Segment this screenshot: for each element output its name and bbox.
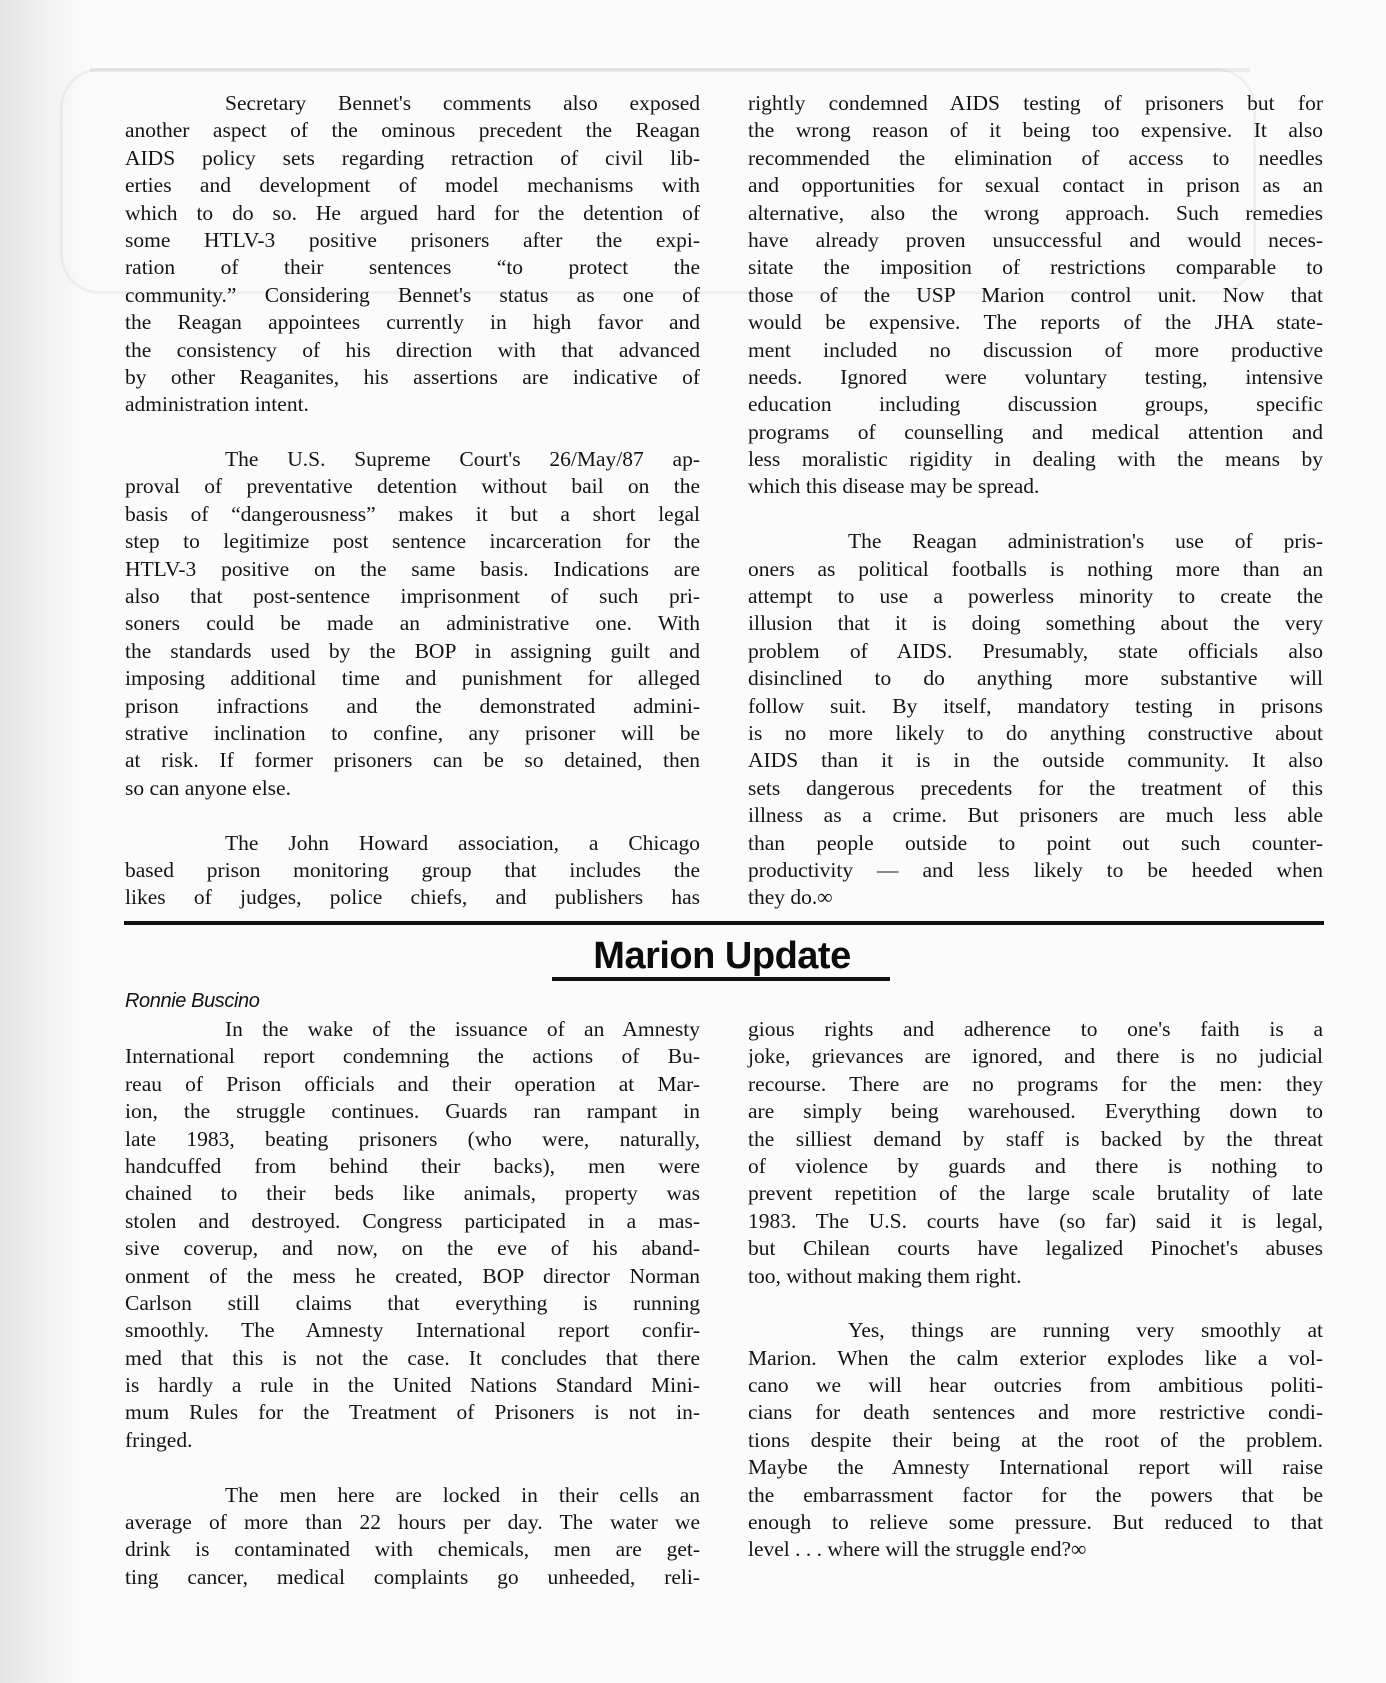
- text-line: Secretary Bennet's comments also exposed: [225, 91, 700, 115]
- top-article-right-column: [748, 90, 1323, 912]
- paragraph-gap: [125, 802, 700, 829]
- text-line: but Chilean courts have legalized Pinochet's abuses: [748, 1236, 1323, 1261]
- text-line: rightly condemned AIDS testing of prisoners but for: [748, 91, 1323, 115]
- text-line: handcuffed from behind their backs), men were: [125, 1153, 700, 1178]
- text-line: another aspect of the ominous precedent the Reagan: [125, 118, 700, 143]
- text-line: HTLV-3 positive on the same basis. Indications are: [125, 556, 700, 581]
- text-line: basis of “dangerousness” makes it but a short legal: [125, 501, 700, 526]
- text-line: are simply being warehoused. Everything down to: [748, 1099, 1323, 1124]
- text-line: illusion that it is doing something about the very: [748, 611, 1323, 636]
- show-through-rule: [90, 68, 1250, 72]
- text-line: med that this is not the case. It concludes that there: [125, 1345, 700, 1370]
- text-line: the silliest demand by staff is backed by the threat: [748, 1126, 1323, 1151]
- paragraph-gap: [125, 1454, 700, 1481]
- text-line: chained to their beds like animals, property was: [125, 1181, 700, 1206]
- text-line: the Reagan appointees currently in high favor and: [125, 310, 700, 335]
- text-line: cano we will hear outcries from ambitious politi-: [748, 1373, 1323, 1398]
- text-line: The Reagan administration's use of pris-: [848, 529, 1323, 554]
- text-line: tions despite their being at the root of the problem.: [748, 1427, 1323, 1452]
- text-line: late 1983, beating prisoners (who were, naturally,: [125, 1126, 700, 1151]
- text-line: level . . . where will the struggle end?∞: [748, 1537, 1087, 1562]
- text-line: AIDS than it is in the outside community. It also: [748, 748, 1323, 773]
- text-line: also that post-sentence imprisonment of such pri-: [125, 584, 700, 609]
- text-line: too, without making them right.: [748, 1263, 1022, 1288]
- text-line: The John Howard association, a Chicago: [225, 830, 700, 855]
- text-line: erties and development of model mechanisms with: [125, 173, 700, 198]
- text-line: is no more likely to do anything constructive about: [748, 720, 1323, 745]
- text-line: based prison monitoring group that includes the: [125, 857, 700, 882]
- text-line: needs. Ignored were voluntary testing, intensive: [748, 364, 1323, 389]
- text-line: the standards used by the BOP in assigning guilt and: [125, 638, 700, 663]
- text-line: smoothly. The Amnesty International report confir-: [125, 1318, 700, 1343]
- text-line: prevent repetition of the large scale brutality of late: [748, 1181, 1323, 1206]
- text-line: The U.S. Supreme Court's 26/May/87 ap-: [225, 447, 700, 472]
- paragraph-gap: [125, 419, 700, 446]
- text-line: mum Rules for the Treatment of Prisoners is not in-: [125, 1400, 700, 1425]
- text-line: Maybe the Amnesty International report will raise: [748, 1455, 1323, 1480]
- text-line: ting cancer, medical complaints go unheeded, reli-: [125, 1564, 700, 1589]
- paragraph-gap: [748, 501, 1323, 528]
- text-line: ment included no discussion of more productive: [748, 337, 1323, 362]
- text-line: sets dangerous precedents for the treatment of this: [748, 775, 1323, 800]
- article-headline: Marion Update: [593, 935, 851, 977]
- text-line: which this disease may be spread.: [748, 474, 1040, 499]
- text-line: likes of judges, police chiefs, and publishers has: [125, 885, 700, 910]
- text-line: enough to relieve some pressure. But reduced to that: [748, 1510, 1323, 1535]
- section-divider-rule: [124, 921, 1324, 925]
- text-line: some HTLV-3 positive prisoners after the expi-: [125, 227, 700, 252]
- text-line: cians for death sentences and more restrictive condi-: [748, 1400, 1323, 1425]
- text-line: the consistency of his direction with that advanced: [125, 337, 700, 362]
- text-line: gious rights and adherence to one's faith is a: [748, 1017, 1323, 1041]
- text-line: recourse. There are no programs for the men: they: [748, 1071, 1323, 1096]
- text-line: In the wake of the issuance of an Amnesty: [225, 1017, 700, 1041]
- text-line: Marion. When the calm exterior explodes like a vol-: [748, 1345, 1323, 1370]
- text-line: those of the USP Marion control unit. Now that: [748, 282, 1323, 307]
- text-line: drink is contaminated with chemicals, men are get-: [125, 1537, 700, 1562]
- text-line: AIDS policy sets regarding retraction of civil lib-: [125, 145, 700, 170]
- paragraph-gap: [748, 1290, 1323, 1317]
- text-line: administration intent.: [125, 392, 309, 417]
- text-line: attempt to use a powerless minority to create the: [748, 584, 1323, 609]
- text-line: illness as a crime. But prisoners are much less able: [748, 803, 1323, 828]
- text-line: so can anyone else.: [125, 775, 291, 800]
- text-line: stolen and destroyed. Congress participated in a mas-: [125, 1208, 700, 1233]
- text-line: alternative, also the wrong approach. Such remedies: [748, 200, 1323, 225]
- text-line: sitate the imposition of restrictions comparable to: [748, 255, 1323, 280]
- text-line: would be expensive. The reports of the JHA state-: [748, 310, 1323, 335]
- text-line: less moralistic rigidity in dealing with the means by: [748, 447, 1323, 472]
- text-line: community.” Considering Bennet's status as one of: [125, 282, 700, 307]
- marion-article-right-column: [748, 1016, 1323, 1564]
- article-byline: Ronnie Buscino: [125, 990, 260, 1012]
- headline-underline: [552, 977, 890, 981]
- text-line: The men here are locked in their cells an: [225, 1482, 700, 1507]
- text-line: problem of AIDS. Presumably, state officials also: [748, 638, 1323, 663]
- text-line: average of more than 22 hours per day. The water we: [125, 1510, 700, 1535]
- text-line: recommended the elimination of access to needles: [748, 145, 1323, 170]
- text-line: follow suit. By itself, mandatory testing in prisons: [748, 693, 1323, 718]
- text-line: they do.∞: [748, 885, 833, 910]
- text-line: sive coverup, and now, on the eve of his aband-: [125, 1236, 700, 1261]
- text-line: International report condemning the actions of Bu-: [125, 1044, 700, 1069]
- text-line: fringed.: [125, 1427, 193, 1452]
- text-line: which to do so. He argued hard for the detention of: [125, 200, 700, 225]
- text-line: and opportunities for sexual contact in prison as an: [748, 173, 1323, 198]
- text-line: prison infractions and the demonstrated admini-: [125, 693, 700, 718]
- text-line: programs of counselling and medical attention and: [748, 419, 1323, 444]
- text-line: soners could be made an administrative one. With: [125, 611, 700, 636]
- text-line: the wrong reason of it being too expensive. It also: [748, 118, 1323, 143]
- marion-article-left-column: [125, 1016, 700, 1591]
- top-article-left-column: [125, 90, 700, 912]
- text-line: onment of the mess he created, BOP director Norman: [125, 1263, 700, 1288]
- text-line: is hardly a rule in the United Nations Standard Mini-: [125, 1373, 700, 1398]
- text-line: than people outside to point out such counter-: [748, 830, 1323, 855]
- text-line: reau of Prison officials and their operation at Mar-: [125, 1071, 700, 1096]
- text-line: Yes, things are running very smoothly at: [848, 1318, 1323, 1343]
- text-line: of violence by guards and there is nothing to: [748, 1153, 1323, 1178]
- text-line: by other Reaganites, his assertions are indicative of: [125, 364, 700, 389]
- text-line: the embarrassment factor for the powers that be: [748, 1482, 1323, 1507]
- text-line: oners as political footballs is nothing more than an: [748, 556, 1323, 581]
- text-line: ion, the struggle continues. Guards ran rampant in: [125, 1099, 700, 1124]
- text-line: strative inclination to confine, any prisoner will be: [125, 720, 700, 745]
- text-line: have already proven unsuccessful and would neces-: [748, 227, 1323, 252]
- text-line: education including discussion groups, specific: [748, 392, 1323, 417]
- text-line: step to legitimize post sentence incarceration for the: [125, 529, 700, 554]
- text-line: joke, grievances are ignored, and there is no judicial: [748, 1044, 1323, 1069]
- text-line: 1983. The U.S. courts have (so far) said it is legal,: [748, 1208, 1323, 1233]
- text-line: proval of preventative detention without bail on the: [125, 474, 700, 499]
- text-line: disinclined to do anything more substantive will: [748, 666, 1323, 691]
- text-line: ration of their sentences “to protect the: [125, 255, 700, 280]
- text-line: Carlson still claims that everything is running: [125, 1290, 700, 1315]
- text-line: at risk. If former prisoners can be so detained, then: [125, 748, 700, 773]
- text-line: productivity — and less likely to be heeded when: [748, 857, 1323, 882]
- text-line: imposing additional time and punishment for alleged: [125, 666, 700, 691]
